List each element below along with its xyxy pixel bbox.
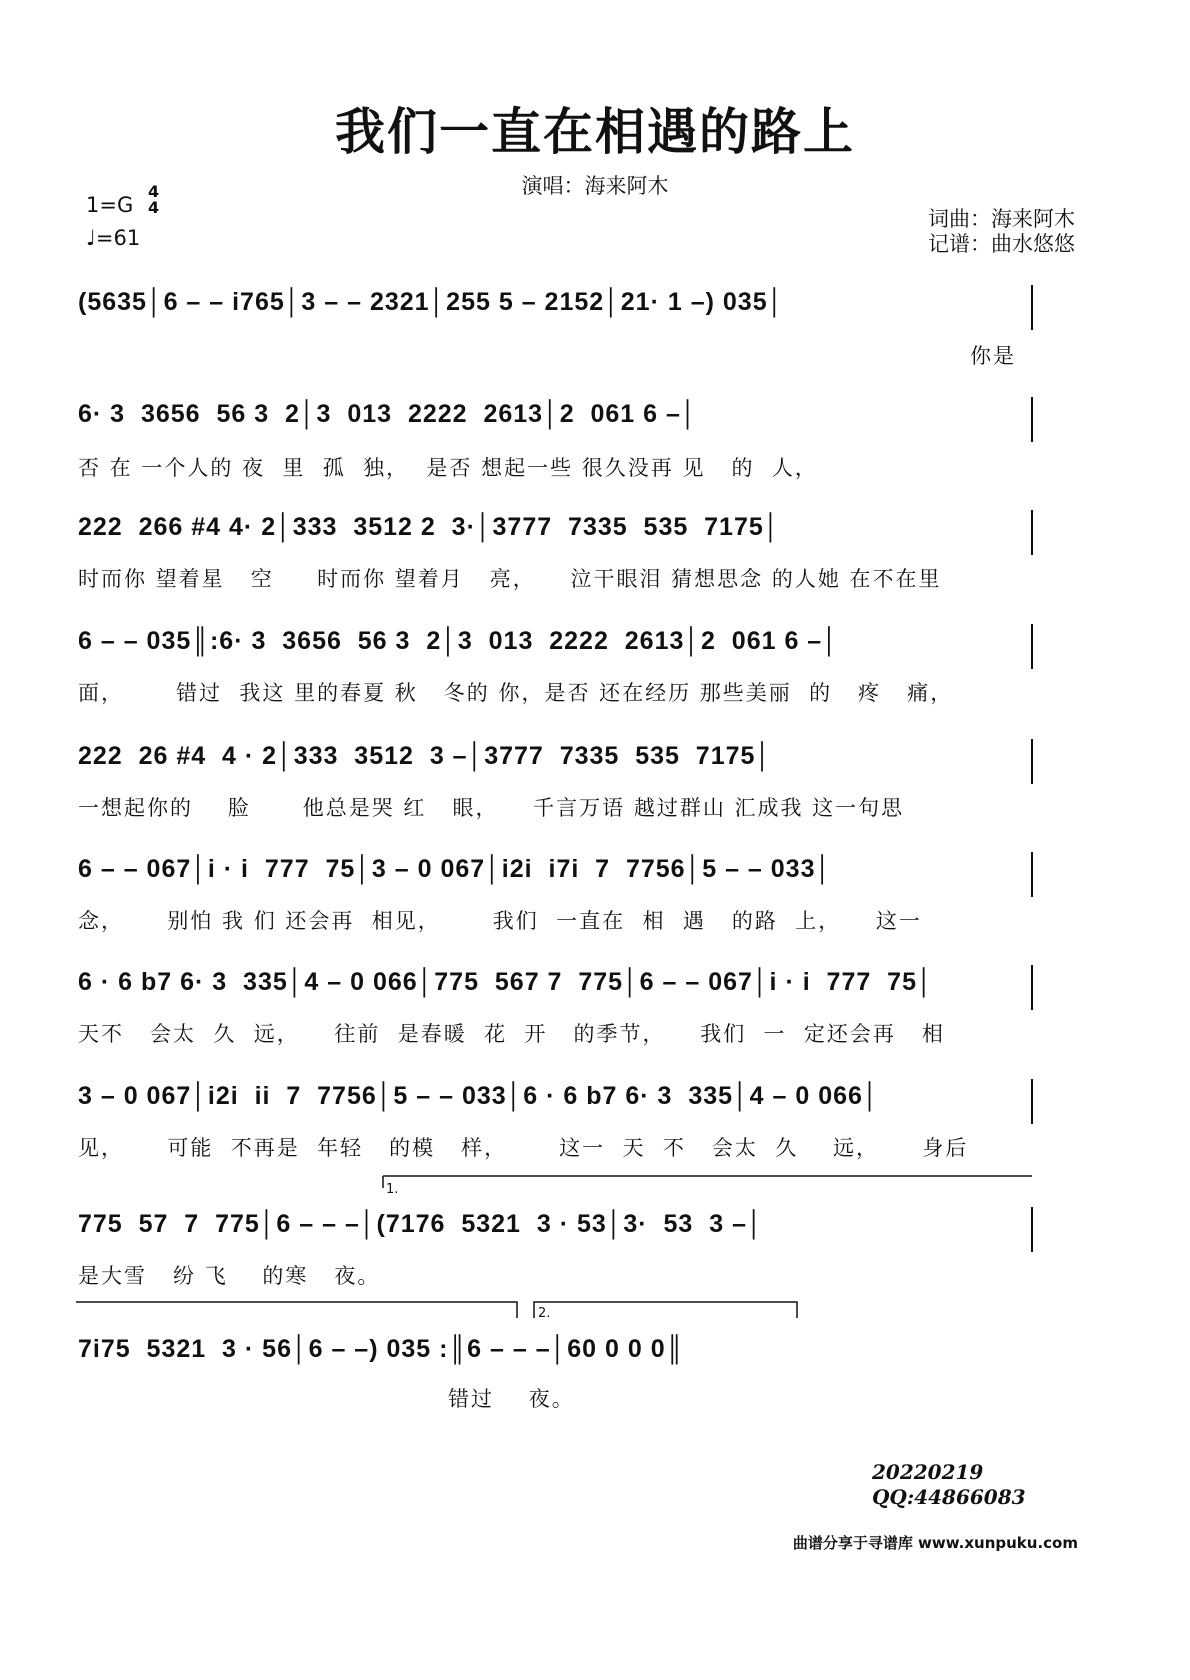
notation-row-5: 222 26 #4 4 · 2│333 3512 3 –│3777 7335 535 7175│	[78, 742, 773, 770]
contact-qq: QQ:44866083	[872, 1485, 1026, 1509]
second-ending-label: 2.	[538, 1306, 551, 1321]
lyrics-row-4: 面， 错过 我这 里的春夏 秋 冬的 你，是否 还在经历 那些美丽 的 疼 痛，	[78, 681, 954, 705]
lyrics-row-1: 你是	[970, 344, 1016, 368]
lyrics-row-6: 念， 别怕 我 们 还会再 相见， 我们 一直在 相 遇 的路 上， 这一	[78, 909, 922, 933]
second-ending-bracket	[534, 1302, 797, 1318]
lyrics-row-7: 天不 会太 久 远， 往前 是春暖 花 开 的季节， 我们 一 定还会再 相	[78, 1022, 945, 1046]
notation-row-6: 6 – – 067│i · i 777 75│3 – 0 067│i2i i7i 7 7756│5 – – 033│	[78, 855, 833, 883]
first-ending-bracket	[383, 1176, 1032, 1188]
notation-row-9: 775 57 7 775│6 – – –│(7176 5321 3 · 53│3· 53 3 –│	[78, 1210, 764, 1238]
time-signature-denominator: 4	[148, 198, 160, 217]
lyricist-composer: 词曲：海来阿木	[928, 207, 1075, 231]
notation-row-1: (5635│6 – – i765│3 – – 2321│255 5 – 2152│21· 1 –) 035│	[78, 288, 785, 316]
tempo-value: =61	[95, 226, 141, 250]
notation-row-2: 6· 3 3656 56 3 2│3 013 2222 2613│2 061 6 –│	[78, 400, 698, 428]
lyrics-row-8: 见， 可能 不再是 年轻 的模 样， 这一 天 不 会太 久 远， 身后	[78, 1136, 969, 1160]
notation-row-3: 222 266 #4 4· 2│333 3512 2 3·│3777 7335 535 7175│	[78, 513, 781, 541]
source-watermark: 曲谱分享于寻谱库 www.xunpuku.com	[792, 1534, 1078, 1552]
notation-row-10: 7i75 5321 3 · 56│6 – –) 035 :║6 – – –│60 0 0 0║	[78, 1335, 685, 1363]
lyrics-row-3: 时而你 望着星 空 时而你 望着月 亮， 泣干眼泪 猜想思念 的人她 在不在里	[78, 567, 942, 591]
page-title: 我们一直在相遇的路上	[335, 102, 855, 161]
first-ending-label: 1.	[386, 1182, 399, 1197]
quarter-note-icon: ♩	[86, 226, 96, 250]
singer-credit: 演唱：海来阿木	[521, 174, 669, 198]
lyrics-row-2: 否 在 一个人的 夜 里 孤 独， 是否 想起一些 很久没再 见 的 人，	[78, 456, 818, 480]
notation-row-4: 6 – – 035║:6· 3 3656 56 3 2│3 013 2222 2613│2 061 6 –│	[78, 627, 839, 655]
notation-row-7: 6 · 6 b7 6· 3 335│4 – 0 066│775 567 7 775│6 – – 067│i · i 777 75│	[78, 968, 934, 996]
lyrics-row-9: 是大雪 纷 飞 的寒 夜。	[78, 1264, 381, 1288]
transcription-date: 20220219	[872, 1460, 984, 1484]
lyrics-row-5: 一想起你的 脸 他总是哭 红 眼， 千言万语 越过群山 汇成我 这一句思	[78, 796, 905, 820]
notation-row-8: 3 – 0 067│i2i ii 7 7756│5 – – 033│6 · 6 b7 6· 3 335│4 – 0 066│	[78, 1082, 880, 1110]
time-signature-numerator: 4	[148, 182, 160, 201]
tempo-marking	[86, 226, 140, 250]
transcriber: 记谱：曲水悠悠	[928, 232, 1075, 256]
first-ending-bracket-continued	[76, 1302, 517, 1318]
time-signature	[148, 184, 159, 216]
key-signature: 1=G	[86, 193, 134, 217]
lyrics-row-10: 错过 夜。	[448, 1387, 575, 1411]
